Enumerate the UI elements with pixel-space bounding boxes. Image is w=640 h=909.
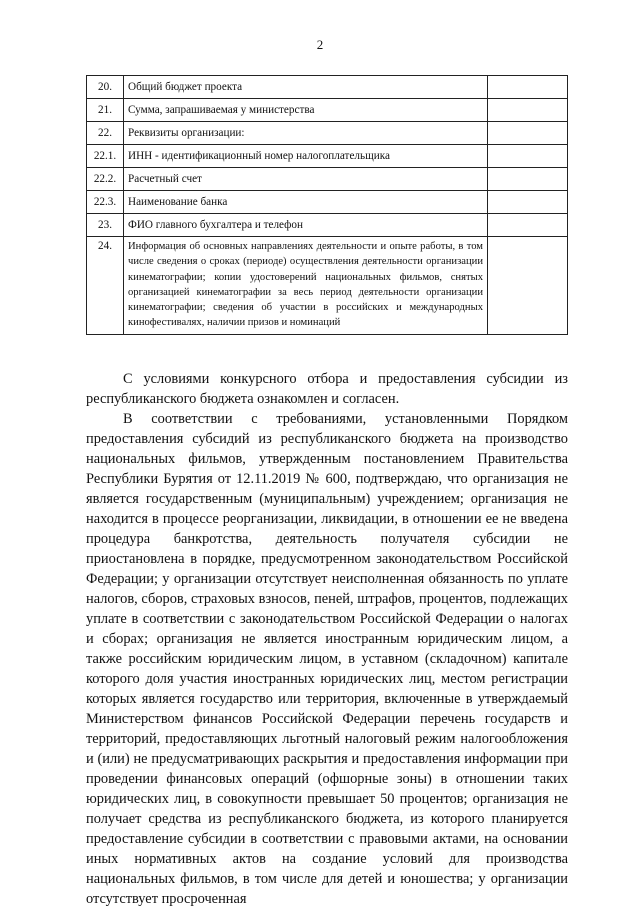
page-number: 2 — [316, 37, 324, 52]
row-number: 23. — [87, 214, 124, 237]
row-label: Информация об основных направлениях деятельности и опыте работы, в том числе сведения о сроках (периоде) осуществления деятельности организации кинематографии; копии удостоверений национальных фильмов, снятых организацией кинематографии за весь период деятельности организации кинематографии; сведения об участии в российских и международных кинофестивалях, наличии призов и номинаций — [128, 241, 483, 329]
row-value-cell[interactable] — [488, 122, 568, 145]
row-label: ИНН - идентификационный номер налогоплательщика — [124, 145, 488, 168]
consent-paragraph: С условиями конкурсного отбора и предоставления субсидии из республиканского бюджета ознакомлен и согласен. — [86, 371, 568, 407]
declaration-text — [86, 369, 568, 909]
row-number: 22.1. — [87, 145, 124, 168]
row-value-cell[interactable] — [488, 145, 568, 168]
table-row — [87, 99, 568, 122]
row-value-cell[interactable] — [488, 237, 568, 335]
row-label: Расчетный счет — [124, 168, 488, 191]
row-number: 24. — [87, 237, 124, 335]
table-row — [87, 122, 568, 145]
table-row — [87, 191, 568, 214]
table-row — [87, 145, 568, 168]
row-value-cell[interactable] — [488, 191, 568, 214]
row-label: Общий бюджет проекта — [124, 76, 488, 99]
row-value-cell[interactable] — [488, 99, 568, 122]
row-label: Реквизиты организации: — [124, 122, 488, 145]
row-value-cell[interactable] — [488, 214, 568, 237]
row-label: ФИО главного бухгалтера и телефон — [124, 214, 488, 237]
row-label: Наименование банка — [124, 191, 488, 214]
row-label: Сумма, запрашиваемая у министерства — [124, 99, 488, 122]
row-value-cell[interactable] — [488, 76, 568, 99]
table-row — [87, 76, 568, 99]
row-number: 22.2. — [87, 168, 124, 191]
table-row — [87, 237, 568, 335]
table-row — [87, 168, 568, 191]
compliance-paragraph: В соответствии с требованиями, установленными Порядком предоставления субсидий из республиканского бюджета на производство национальных фильмов, утвержденным постановлением Правительства Республики Бурятия от 12.11.2019 № 600, подтверждаю, что организация не является государственным (муниципальным) учреждением; организация не находится в процессе реорганизации, ликвидации, в отношении ее не введена процедура банкротства, деятельность получателя субсидии не приостановлена в порядке, предусмотренном законодательством Российской Федерации; у организации отсутствует неисполненная обязанность по уплате налогов, сборов, страховых взносов, пеней, штрафов, процентов, подлежащих уплате в соответствии с законодательством Российской Федерации о налогах и сборах; организация не является иностранным юридическим лицом, а также российским юридическим лицом, в уставном (складочном) капитале которого доля участия иностранных юридических лиц, местом регистрации которых является государство или территория, включенные в утверждаемый Министерством финансов Российской Федерации перечень государств и территорий, предоставляющих льготный налоговый режим налогообложения и (или) не предусматривающих раскрытия и предоставления информации при проведении финансовых операций (офшорные зоны) в отношении таких юридических лиц, в совокупности превышает 50 процентов; организация не получает средства из республиканского бюджета, из которого планируется предоставление субсидии в соответствии с правовыми актами, на основании иных нормативных актов на создание условий для производства национальных фильмов, в том числе для детей и юношества; у организации отсутствует просроченная — [86, 411, 568, 907]
row-number: 20. — [87, 76, 124, 99]
row-number: 22. — [87, 122, 124, 145]
application-form-table — [86, 75, 568, 335]
row-value-cell[interactable] — [488, 168, 568, 191]
table-row — [87, 214, 568, 237]
row-number: 21. — [87, 99, 124, 122]
row-label-cell — [124, 237, 488, 335]
row-number: 22.3. — [87, 191, 124, 214]
